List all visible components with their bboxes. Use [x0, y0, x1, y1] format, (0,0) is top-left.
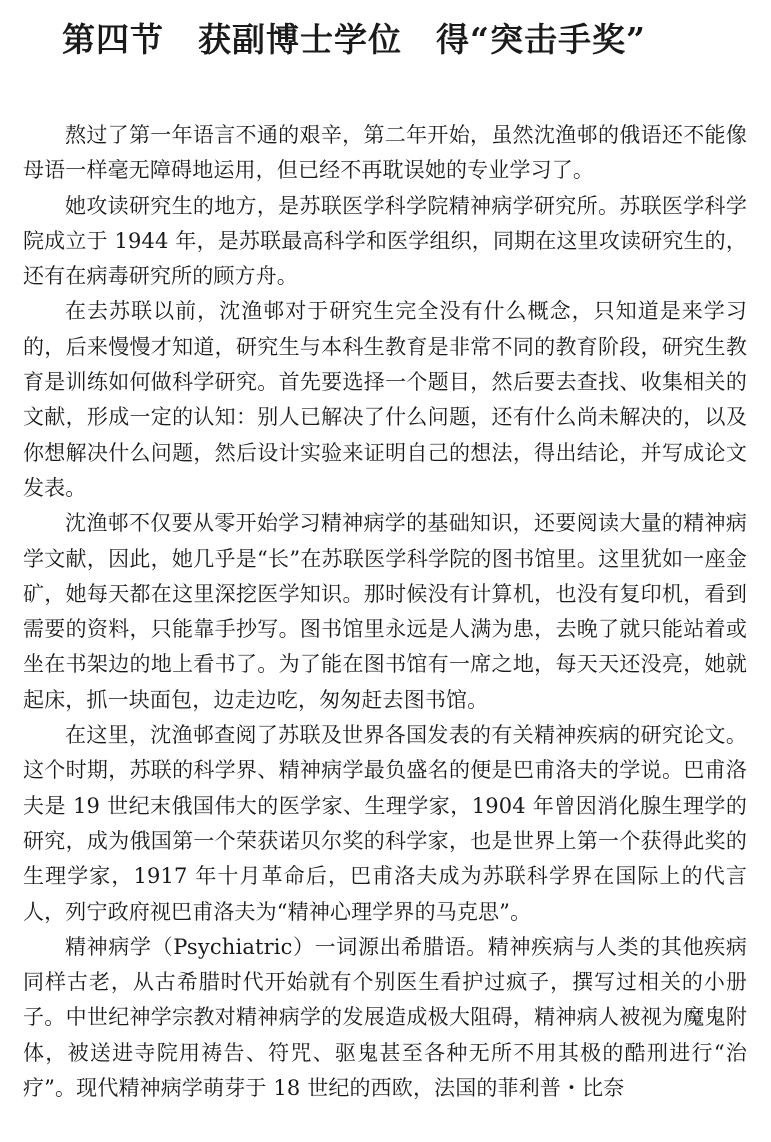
- paragraph: 精神病学（Psychiatric）一词源出希腊语。精神疾病与人类的其他疾病同样古老，从古希腊时代开始就有个别医生看护过疯子，撰写过相关的小册子。中世纪神学宗教对精神病学的发展造成极大阻碍，精神病人被视为魔鬼附体，被送进寺院用祷告、符咒、驱鬼甚至各种无所不用其极的酷刑进行“治疗”。现代精神病学萌芽于 18 世纪的西欧，法国的菲利普・比奈: [23, 934, 747, 1101]
- paragraph: 在这里，沈渔邨查阅了苏联及世界各国发表的有关精神疾病的研究论文。这个时期，苏联的科学界、精神病学最负盛名的便是巴甫洛夫的学说。巴甫洛夫是 19 世纪末俄国伟大的医学家、生理学家，1904 年曾因消化腺生理学的研究，成为俄国第一个荣获诺贝尔奖的科学家，也是世界上第一个获得此奖的生理学家，1917 年十月革命后，巴甫洛夫成为苏联科学界在国际上的代言人，列宁政府视巴甫洛夫为“精神心理学界的马克思”。: [23, 723, 747, 924]
- paragraph: 熬过了第一年语言不通的艰辛，第二年开始，虽然沈渔邨的俄语还不能像母语一样毫无障碍地运用，但已经不再耽误她的专业学习了。: [23, 123, 747, 183]
- section-title: 第四节 获副博士学位 得“突击手奖”: [62, 20, 646, 59]
- paragraph: 她攻读研究生的地方，是苏联医学科学院精神病学研究所。苏联医学科学院成立于 1944 年，是苏联最高科学和医学组织，同期在这里攻读研究生的，还有在病毒研究所的顾方舟。: [23, 193, 747, 289]
- paragraph: 在去苏联以前，沈渔邨对于研究生完全没有什么概念，只知道是来学习的，后来慢慢才知道，研究生与本科生教育是非常不同的教育阶段，研究生教育是训练如何做科学研究。首先要选择一个题目，然后要去查找、收集相关的文献，形成一定的认知：别人已解决了什么问题，还有什么尚未解决的，以及你想解决什么问题，然后设计实验来证明自己的想法，得出结论，并写成论文发表。: [23, 299, 747, 500]
- paragraph: 沈渔邨不仅要从零开始学习精神病学的基础知识，还要阅读大量的精神病学文献，因此，她几乎是“长”在苏联医学科学院的图书馆里。这里犹如一座金矿，她每天都在这里深挖医学知识。那时候没有计算机，也没有复印机，看到需要的资料，只能靠手抄写。图书馆里永远是人满为患，去晚了就只能站着或坐在书架边的地上看书了。为了能在图书馆有一席之地，每天天还没亮，她就起床，抓一块面包，边走边吃，匆匆赶去图书馆。: [23, 511, 747, 712]
- body-text: [23, 118, 747, 1106]
